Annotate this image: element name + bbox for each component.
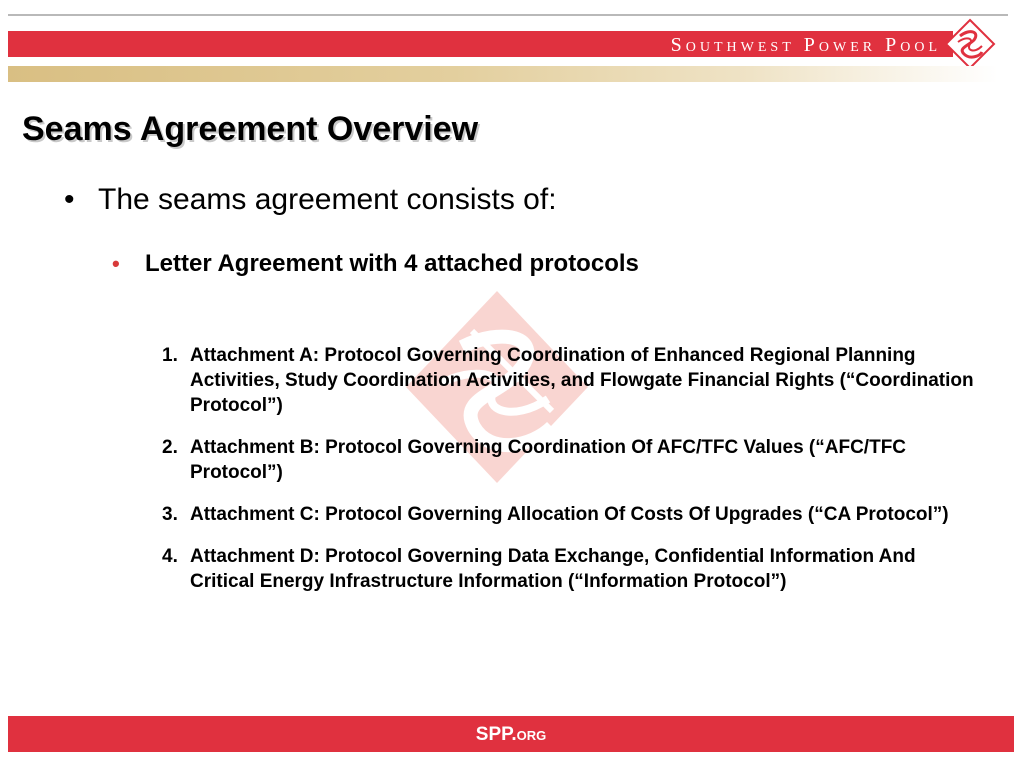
list-number: 4.: [162, 546, 178, 567]
list-number: 2.: [162, 437, 178, 458]
list-item-text: Attachment B: Protocol Governing Coordination Of AFC/TFC Values (“AFC/TFC Protocol”): [190, 437, 907, 483]
bullet-level1-text: The seams agreement consists of:: [98, 183, 557, 216]
footer-bar: [8, 716, 1014, 752]
brand-name: Southwest Power Pool: [670, 34, 941, 56]
list-number: 3.: [162, 504, 178, 525]
list-number: 1.: [162, 345, 178, 366]
spp-logo-icon: [944, 18, 996, 70]
list-item-text: Attachment D: Protocol Governing Data Exchange, Confidential Information And Critical Energy Infrastructure Information (“Information Protocol”): [190, 546, 916, 592]
bullet-level2: [112, 250, 639, 278]
bullet-level2-text: Letter Agreement with 4 attached protocols: [145, 250, 639, 277]
list-item: [162, 502, 982, 527]
list-item-text: Attachment A: Protocol Governing Coordination of Enhanced Regional Planning Activities, Study Coordination Activities, and Flowgate Financial Rights (“Coordination Protocol”): [190, 345, 974, 416]
bullet-dot: •: [64, 183, 75, 216]
gold-accent-bar: [8, 66, 998, 82]
top-divider: [8, 14, 1008, 16]
list-item: [162, 343, 982, 418]
header-bar: [8, 31, 953, 57]
footer-website: SPP.org: [475, 724, 547, 745]
bullet-dot: •: [112, 251, 120, 276]
page-title: Seams Agreement Overview: [22, 110, 479, 148]
list-item: [162, 435, 982, 485]
bullet-level1: [64, 183, 557, 217]
attachment-list: [162, 343, 982, 611]
list-item: [162, 544, 982, 594]
list-item-text: Attachment C: Protocol Governing Allocation Of Costs Of Upgrades (“CA Protocol”): [190, 504, 949, 525]
